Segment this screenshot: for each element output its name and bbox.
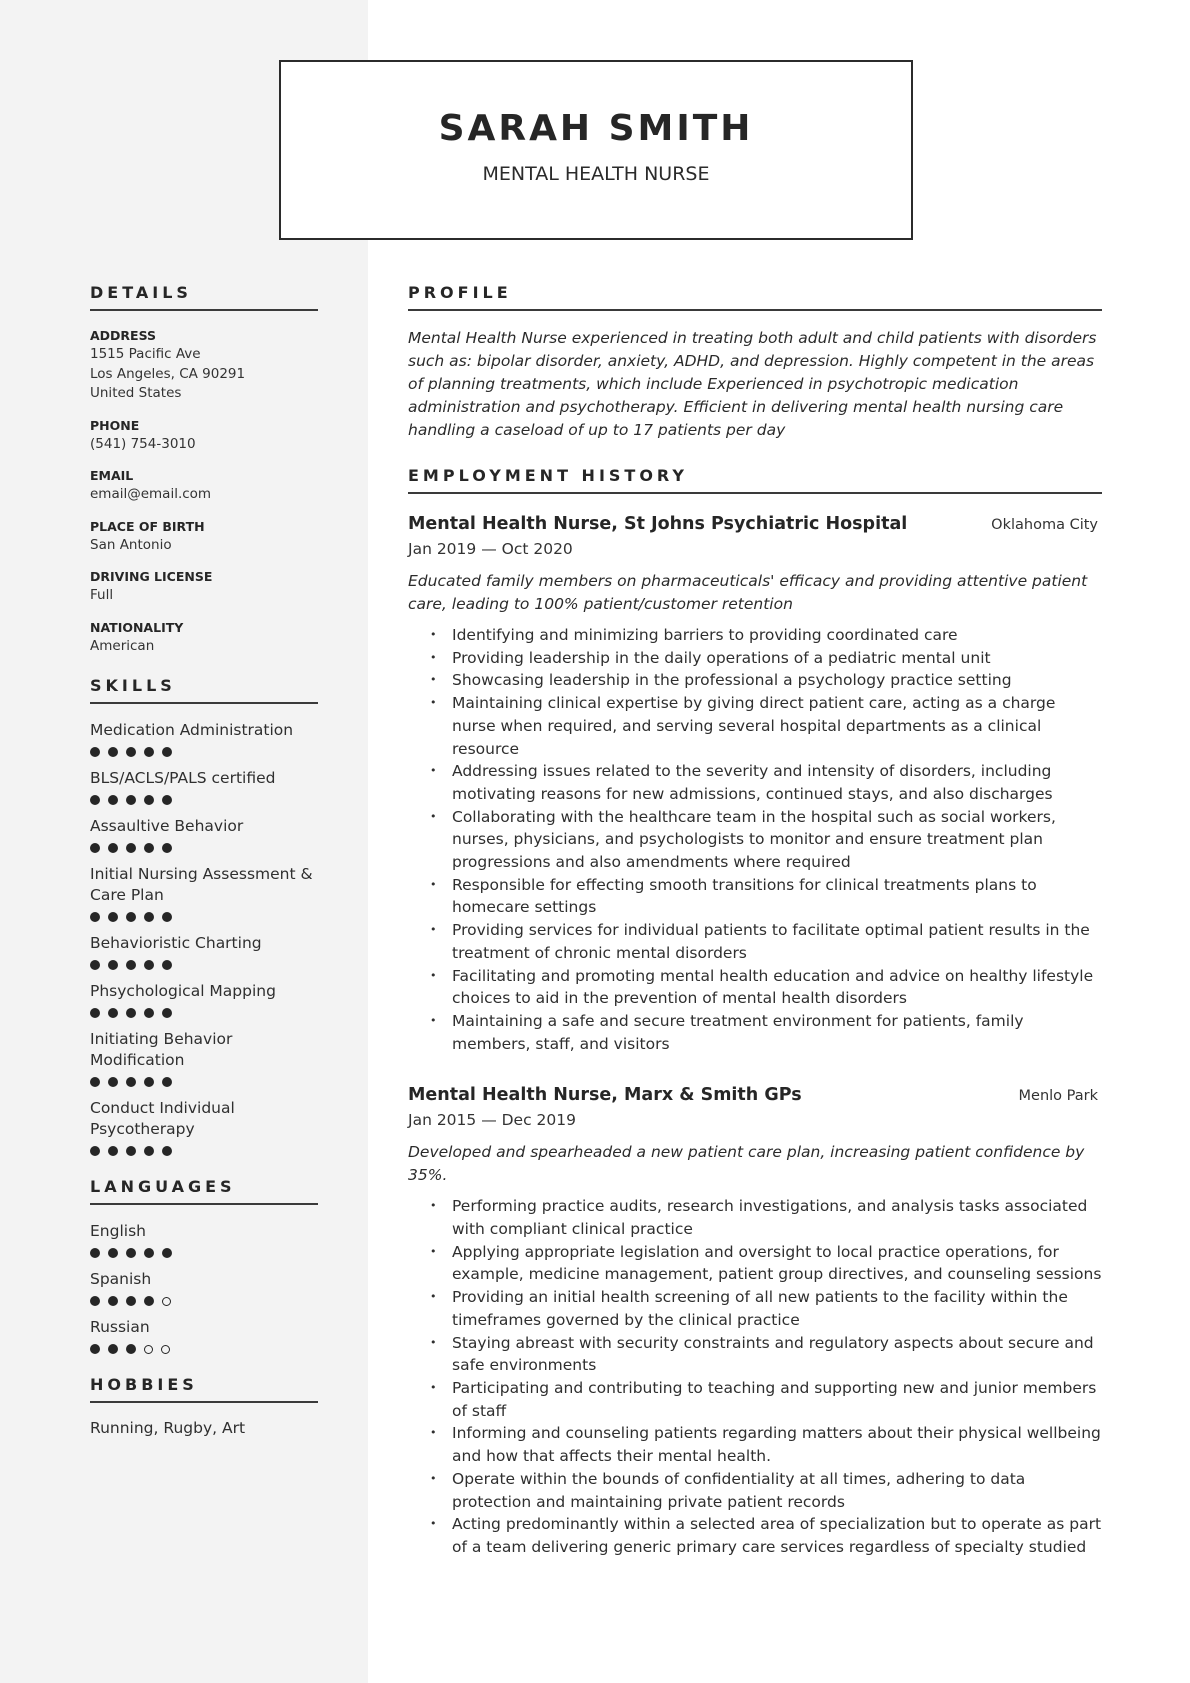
filled-dot-icon	[90, 1146, 100, 1156]
main-content	[408, 283, 1102, 1583]
details-list	[90, 327, 318, 656]
filled-dot-icon	[90, 1344, 100, 1354]
rating-dots	[90, 911, 318, 923]
filled-dot-icon	[126, 1146, 136, 1156]
filled-dot-icon	[144, 795, 154, 805]
job-bullet: • Operate within the bounds of confidentiality at all times, adhering to data protection and maintaining private patient records	[408, 1468, 1102, 1513]
job-bullet: • Staying abreast with security constraints and regulatory aspects about secure and safe environments	[408, 1332, 1102, 1377]
filled-dot-icon	[108, 795, 118, 805]
employment-heading: EMPLOYMENT HISTORY	[408, 466, 1102, 494]
job-summary: Developed and spearheaded a new patient care plan, increasing patient confidence by 35%.	[408, 1143, 1085, 1185]
job-location: Oklahoma City	[991, 517, 1098, 533]
rated-item	[90, 1269, 318, 1307]
rated-item	[90, 1029, 318, 1088]
rating-dots	[90, 959, 318, 971]
detail-item	[90, 619, 318, 657]
job-title: Mental Health Nurse, St Johns Psychiatric Hospital	[408, 514, 908, 534]
job-bullet: • Providing leadership in the daily operations of a pediatric mental unit	[408, 647, 1102, 670]
filled-dot-icon	[162, 912, 172, 922]
languages-list	[90, 1221, 318, 1355]
filled-dot-icon	[108, 843, 118, 853]
rated-item-name: Medication Administration	[90, 721, 294, 739]
job-bullet: • Identifying and minimizing barriers to providing coordinated care	[408, 624, 1102, 647]
detail-label: DRIVING LICENSE	[90, 569, 213, 584]
filled-dot-icon	[126, 747, 136, 757]
name-header-box	[279, 60, 913, 240]
profile-heading: PROFILE	[408, 283, 1102, 311]
skills-list	[90, 720, 318, 1157]
job-title: MENTAL HEALTH NURSE	[482, 163, 710, 185]
languages-heading: LANGUAGES	[90, 1177, 318, 1205]
sidebar	[90, 283, 318, 1457]
profile-text: Mental Health Nurse experienced in treating both adult and child patients with disorders such as: bipolar disorder, anxiety, ADHD, and depression. Highly competent in the areas of planning treatments, which include Experienced in psychotropic medication administration and psychotherapy. Efficient in delivering mental health nursing care handling a caseload of up to 17 patients per day	[408, 329, 1097, 439]
jobs-list	[408, 514, 1102, 1559]
filled-dot-icon	[162, 843, 172, 853]
filled-dot-icon	[126, 960, 136, 970]
hobbies-value: Running, Rugby, Art	[90, 1419, 246, 1437]
detail-item	[90, 518, 318, 556]
filled-dot-icon	[126, 912, 136, 922]
job-header	[408, 514, 1102, 534]
filled-dot-icon	[108, 1344, 118, 1354]
detail-item	[90, 467, 318, 505]
job-dates: Jan 2019 — Oct 2020	[408, 540, 573, 558]
rated-item-name: English	[90, 1222, 146, 1240]
filled-dot-icon	[90, 960, 100, 970]
detail-value: United States	[90, 385, 182, 401]
rated-item	[90, 981, 318, 1019]
filled-dot-icon	[90, 747, 100, 757]
filled-dot-icon	[108, 1248, 118, 1258]
job-bullet: • Maintaining a safe and secure treatment environment for patients, family members, staff, and visitors	[408, 1010, 1102, 1055]
filled-dot-icon	[108, 747, 118, 757]
filled-dot-icon	[126, 1008, 136, 1018]
filled-dot-icon	[144, 1296, 154, 1306]
filled-dot-icon	[126, 1077, 136, 1087]
detail-item	[90, 327, 318, 404]
job-bullet: • Participating and contributing to teaching and supporting new and junior members of staff	[408, 1377, 1102, 1422]
job-bullet: • Applying appropriate legislation and oversight to local practice operations, for example, medicine management, patient group directives, and counseling sessions	[408, 1241, 1102, 1286]
filled-dot-icon	[144, 1077, 154, 1087]
filled-dot-icon	[126, 1248, 136, 1258]
job-summary: Educated family members on pharmaceuticals' efficacy and providing attentive patient care, leading to 100% patient/customer retention	[408, 572, 1088, 613]
filled-dot-icon	[144, 843, 154, 853]
job-location: Menlo Park	[1018, 1088, 1098, 1105]
rated-item-name: Initial Nursing Assessment & Care Plan	[90, 865, 313, 904]
job-bullet: • Addressing issues related to the severity and intensity of disorders, including motivating reasons for new admissions, continued stays, and also discharges	[408, 760, 1102, 805]
rating-dots	[90, 1295, 318, 1307]
detail-label: NATIONALITY	[90, 619, 184, 635]
filled-dot-icon	[108, 1296, 118, 1306]
filled-dot-icon	[144, 1248, 154, 1258]
filled-dot-icon	[144, 1146, 154, 1156]
job-dates: Jan 2015 — Dec 2019	[408, 1111, 576, 1130]
filled-dot-icon	[162, 795, 172, 805]
job-bullet: • Acting predominantly within a selected area of specialization but to operate as part of a team delivering generic primary care services regardless of specialty studied	[408, 1513, 1102, 1558]
job-bullet: • Responsible for effecting smooth transitions for clinical treatments plans to homecare settings	[408, 874, 1102, 919]
profile-section	[408, 283, 1102, 442]
job-header	[408, 1085, 1102, 1105]
skills-heading: SKILLS	[90, 676, 318, 704]
job-bullets	[408, 624, 1102, 1055]
hobbies-heading: HOBBIES	[90, 1375, 318, 1403]
rated-item-name: Russian	[90, 1318, 150, 1336]
empty-dot-icon	[162, 1297, 171, 1306]
rating-dots	[90, 794, 318, 806]
hobbies-section	[90, 1375, 318, 1437]
detail-value: email@email.com	[90, 486, 212, 502]
filled-dot-icon	[90, 1248, 100, 1258]
detail-label: PLACE OF BIRTH	[90, 518, 205, 534]
rating-dots	[90, 746, 318, 758]
detail-label: PHONE	[90, 417, 140, 433]
detail-value: Full	[90, 587, 114, 603]
filled-dot-icon	[108, 960, 118, 970]
filled-dot-icon	[108, 1077, 118, 1087]
rated-item	[90, 864, 318, 923]
empty-dot-icon	[161, 1345, 170, 1354]
rated-item-name: Initiating Behavior Modification	[90, 1030, 233, 1069]
job-bullet: • Providing services for individual patients to facilitate optimal patient results in the treatment of chronic mental disorders	[408, 919, 1102, 964]
rating-dots	[90, 842, 318, 854]
filled-dot-icon	[90, 1077, 100, 1087]
job-bullet: • Maintaining clinical expertise by giving direct patient care, acting as a charge nurse when required, and serving several hospital departments as a clinical resource	[408, 692, 1102, 760]
rated-item-name: Assaultive Behavior	[90, 817, 244, 835]
empty-dot-icon	[144, 1345, 153, 1354]
job-bullet: • Collaborating with the healthcare team in the hospital such as social workers, nurses, physicians, and psychologists to monitor and ensure treatment plan progressions and also amendments where required	[408, 806, 1102, 874]
details-section	[90, 283, 318, 656]
filled-dot-icon	[162, 1008, 172, 1018]
job-entry	[408, 514, 1102, 1055]
rated-item	[90, 1317, 318, 1355]
filled-dot-icon	[126, 795, 136, 805]
rated-item	[90, 720, 318, 758]
rated-item-name: Behavioristic Charting	[90, 934, 262, 952]
detail-item	[90, 568, 318, 606]
languages-section	[90, 1177, 318, 1355]
detail-value: 1515 Pacific Ave	[90, 346, 201, 362]
rated-item	[90, 816, 318, 854]
skills-section	[90, 676, 318, 1157]
filled-dot-icon	[162, 1077, 172, 1087]
job-bullets	[408, 1195, 1102, 1558]
detail-value: San Antonio	[90, 536, 172, 553]
filled-dot-icon	[90, 1008, 100, 1018]
filled-dot-icon	[162, 1146, 172, 1156]
job-title: Mental Health Nurse, Marx & Smith GPs	[408, 1085, 802, 1106]
rated-item	[90, 1221, 318, 1259]
rated-item	[90, 768, 318, 806]
filled-dot-icon	[126, 1344, 136, 1354]
details-heading: DETAILS	[90, 283, 318, 311]
filled-dot-icon	[90, 1296, 100, 1306]
detail-label: EMAIL	[90, 468, 134, 483]
filled-dot-icon	[108, 912, 118, 922]
job-bullet: • Informing and counseling patients regarding matters about their physical wellbeing and how that affects their mental health.	[408, 1422, 1102, 1467]
filled-dot-icon	[126, 1296, 136, 1306]
rated-item	[90, 933, 318, 971]
detail-value: American	[90, 637, 155, 654]
filled-dot-icon	[162, 960, 172, 970]
rated-item-name: BLS/ACLS/PALS certified	[90, 769, 276, 787]
job-entry	[408, 1085, 1102, 1558]
rated-item-name: Conduct Individual Psycotherapy	[90, 1099, 235, 1138]
rating-dots	[90, 1076, 318, 1088]
filled-dot-icon	[144, 747, 154, 757]
filled-dot-icon	[90, 843, 100, 853]
job-bullet: • Providing an initial health screening of all new patients to the facility within the timeframes governed by the clinical practice	[408, 1286, 1102, 1331]
filled-dot-icon	[90, 795, 100, 805]
filled-dot-icon	[108, 1008, 118, 1018]
detail-value: (541) 754-3010	[90, 435, 196, 452]
rated-item-name: Spanish	[90, 1270, 152, 1288]
rating-dots	[90, 1247, 318, 1259]
filled-dot-icon	[162, 747, 172, 757]
filled-dot-icon	[144, 960, 154, 970]
rating-dots	[90, 1343, 318, 1355]
rated-item	[90, 1098, 318, 1157]
rating-dots	[90, 1145, 318, 1157]
candidate-name: SARAH SMITH	[438, 108, 754, 149]
filled-dot-icon	[144, 1008, 154, 1018]
job-bullet: • Performing practice audits, research investigations, and analysis tasks associated with compliant clinical practice	[408, 1195, 1102, 1240]
detail-label: ADDRESS	[90, 328, 157, 343]
detail-item	[90, 417, 318, 455]
filled-dot-icon	[144, 912, 154, 922]
rating-dots	[90, 1007, 318, 1019]
filled-dot-icon	[126, 843, 136, 853]
filled-dot-icon	[90, 912, 100, 922]
rated-item-name: Phsychological Mapping	[90, 982, 276, 1000]
filled-dot-icon	[162, 1248, 172, 1258]
detail-value: Los Angeles, CA 90291	[90, 365, 246, 382]
employment-section	[408, 466, 1102, 1559]
job-bullet: • Facilitating and promoting mental health education and advice on healthy lifestyle choices to aid in the prevention of mental health disorders	[408, 965, 1102, 1010]
filled-dot-icon	[108, 1146, 118, 1156]
job-bullet: • Showcasing leadership in the professional a psychology practice setting	[408, 669, 1102, 692]
